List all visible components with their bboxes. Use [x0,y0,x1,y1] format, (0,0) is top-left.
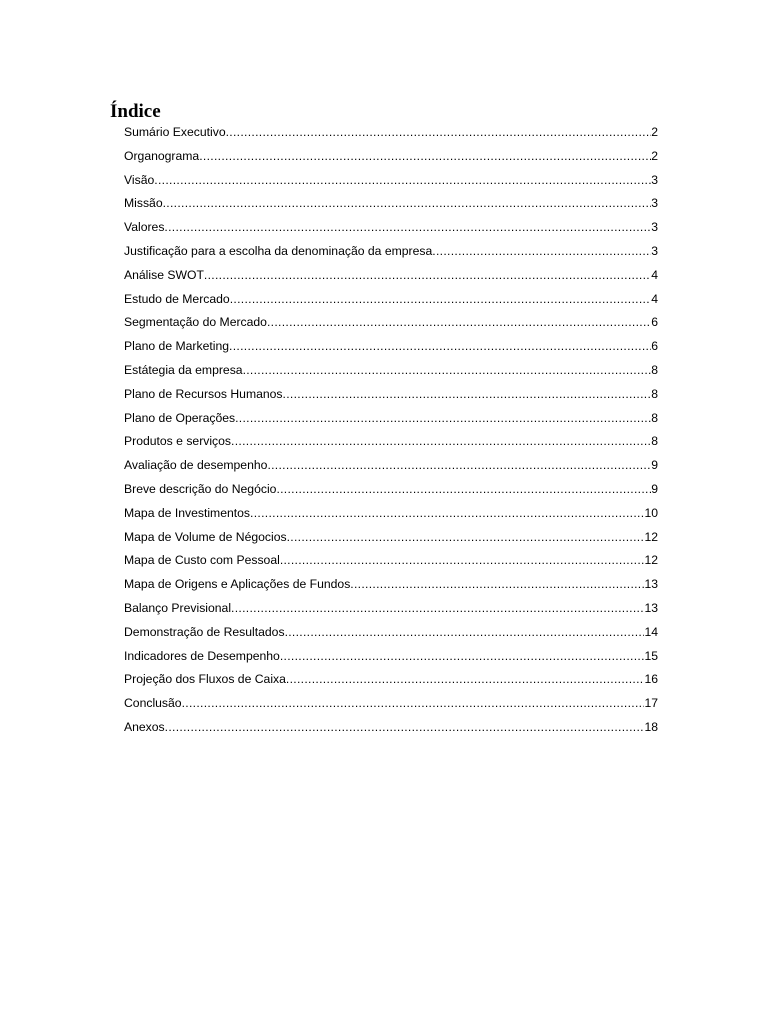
toc-entry[interactable] [124,384,658,408]
toc-entry[interactable] [124,646,658,670]
toc-entry-page-number: 13 [644,577,658,592]
toc-dot-leader [350,574,644,594]
toc-dot-leader [229,336,651,356]
toc-entry-label: Justificação para a escolha da denominação da empresa [124,243,433,258]
toc-dot-leader [231,431,651,451]
toc-entry[interactable] [124,455,658,479]
toc-dot-leader [250,503,644,523]
toc-entry-label: Estudo de Mercado [124,291,230,306]
toc-dot-leader [182,693,645,713]
toc-entry-page-number: 12 [644,553,658,568]
toc-entry-label: Sumário Executivo [124,125,226,139]
toc-entry-page-number: 8 [651,362,658,377]
toc-title: Índice [110,101,161,122]
toc-entry-page-number: 12 [644,529,658,544]
toc-entry-label: Segmentação do Mercado [124,315,267,330]
toc-dot-leader [267,312,651,332]
toc-entry[interactable] [124,693,658,717]
toc-entry-label: Mapa de Origens e Aplicações de Fundos [124,577,351,592]
toc-entry-page-number: 14 [644,624,658,639]
toc-dot-leader [283,384,652,404]
toc-dot-leader [163,193,652,213]
toc-entry-page-number: 17 [644,696,658,711]
toc-dot-leader [231,598,644,618]
toc-entry[interactable] [124,598,658,622]
toc-entry[interactable] [124,479,658,503]
toc-entry[interactable] [124,431,658,455]
toc-entry-page-number: 3 [651,243,658,258]
toc-entry-label: Estátegia da empresa [124,362,243,377]
toc-entry-page-number: 6 [651,339,658,354]
toc-entry[interactable] [124,622,658,646]
toc-entry[interactable] [124,312,658,336]
toc-entry-page-number: 8 [651,434,658,449]
toc-entry-label: Mapa de Investimentos [124,505,251,520]
toc-entry[interactable] [124,550,658,574]
toc-entry[interactable] [124,336,658,360]
toc-entry-label: Plano de Operações [124,410,236,425]
toc-dot-leader [286,669,645,689]
toc-entry[interactable] [124,193,658,217]
toc-entry-page-number: 3 [651,196,658,211]
toc-entry-label: Conclusão [124,696,182,711]
toc-entry[interactable] [124,408,658,432]
toc-entry[interactable] [124,146,658,170]
toc-entry[interactable] [124,217,658,241]
toc-entry[interactable] [124,717,658,741]
toc-entry-label: Produtos e serviços [124,434,232,449]
toc-entry[interactable] [124,170,658,194]
toc-entry[interactable] [124,360,658,384]
toc-dot-leader [164,217,651,237]
toc-entry-label: Plano de Recursos Humanos [124,386,283,401]
toc-entry-label: Mapa de Custo com Pessoal [124,553,280,568]
toc-dot-leader [165,717,645,737]
toc-dot-leader [199,146,651,166]
toc-entry-page-number: 6 [651,315,658,330]
toc-entry-page-number: 4 [651,267,658,282]
toc-entry[interactable] [124,289,658,313]
toc-dot-leader [276,479,651,499]
toc-entry[interactable] [124,527,658,551]
toc-entry-label: Análise SWOT [124,267,204,282]
toc-entry-page-number: 9 [651,481,658,496]
toc-entry-label: Valores [124,220,165,235]
toc-entry-page-number: 4 [651,291,658,306]
toc-entry-page-number: 16 [644,672,658,687]
toc-entry-page-number: 3 [651,220,658,235]
toc-entry[interactable] [124,574,658,598]
toc-entry-page-number: 2 [651,148,658,163]
toc-dot-leader [432,241,651,261]
toc-entry-page-number: 8 [651,386,658,401]
toc-entry-page-number: 15 [644,648,658,663]
toc-dot-leader [267,455,651,475]
toc-entry-label: Organograma [124,148,200,163]
toc-entry-label: Avaliação de desempenho [124,458,268,473]
toc-entry-label: Missão [124,196,163,211]
toc-dot-leader [243,360,652,380]
toc-entry-label: Indicadores de Desempenho [124,648,280,663]
toc-entry-page-number: 3 [651,172,658,187]
toc-dot-leader [280,646,645,666]
toc-list [124,122,658,741]
toc-dot-leader [204,265,651,285]
toc-entry-label: Balanço Previsional [124,600,232,615]
toc-entry-label: Projeção dos Fluxos de Caixa [124,672,286,687]
toc-dot-leader [235,408,651,428]
toc-entry-label: Visão [124,172,155,187]
toc-entry-page-number: 8 [651,410,658,425]
toc-entry-page-number: 10 [644,505,658,520]
toc-dot-leader [226,122,652,142]
toc-dot-leader [287,527,645,547]
toc-dot-leader [285,622,645,642]
toc-entry-page-number: 18 [644,719,658,734]
toc-entry[interactable] [124,122,658,146]
toc-entry-page-number: 13 [644,600,658,615]
toc-entry[interactable] [124,503,658,527]
toc-entry-page-number: 2 [651,125,658,139]
toc-dot-leader [230,289,652,309]
toc-entry[interactable] [124,669,658,693]
toc-entry-label: Mapa de Volume de Négocios [124,529,287,544]
toc-entry[interactable] [124,265,658,289]
toc-entry-label: Breve descrição do Negócio [124,481,277,496]
toc-entry-label: Plano de Marketing [124,339,230,354]
toc-dot-leader [280,550,645,570]
toc-entry-label: Demonstração de Resultados [124,624,285,639]
toc-dot-leader [154,170,651,190]
toc-entry-label: Anexos [124,719,165,734]
toc-entry[interactable] [124,241,658,265]
toc-entry-page-number: 9 [651,458,658,473]
